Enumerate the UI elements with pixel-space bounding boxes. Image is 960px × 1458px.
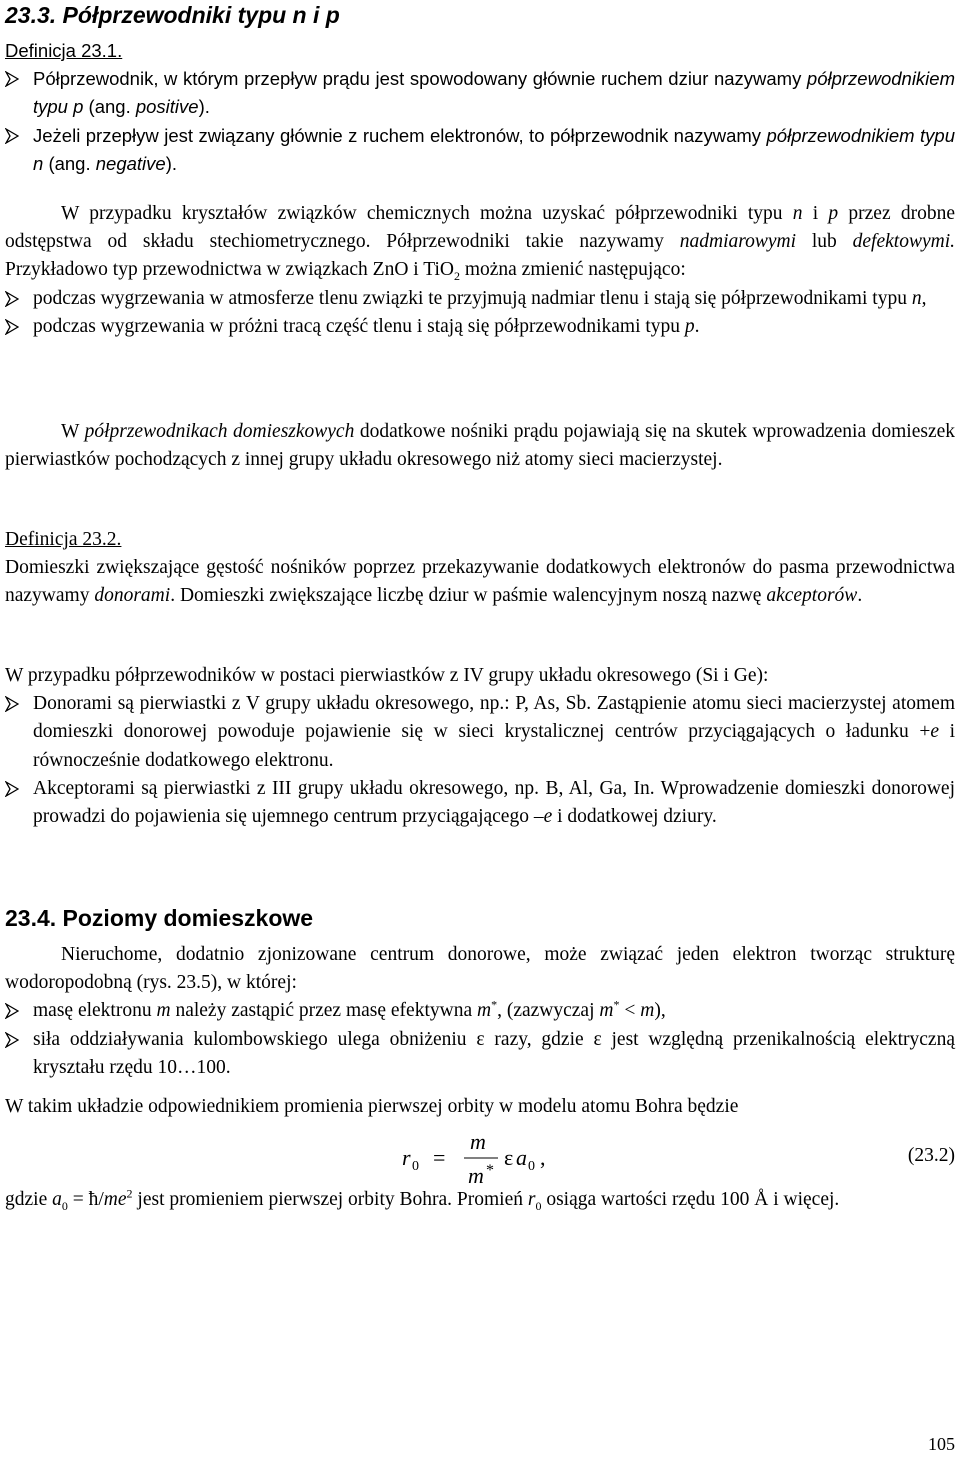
equation-formula	[400, 1127, 700, 1187]
equals-sign: =	[433, 1145, 446, 1170]
text: gdzie	[5, 1189, 48, 1210]
var-n: n	[792, 203, 803, 224]
paragraph: W takim układzie odpowiednikiem promienia pierwszej orbity w modelu atomu Bohra będzie	[5, 1096, 739, 1117]
comma: ,	[540, 1145, 546, 1170]
section-heading-23-3	[5, 0, 340, 30]
var-r: r	[527, 1189, 536, 1210]
fraction-numerator: m	[470, 1129, 486, 1154]
text: należy zastąpić przez masę efektywna	[175, 1000, 473, 1022]
paragraph	[5, 418, 955, 474]
arrow-bullet-icon	[5, 1003, 19, 1019]
superscript: 2	[126, 1186, 133, 1201]
arrow-bullet-icon	[5, 128, 19, 144]
term: akceptorów	[766, 585, 858, 607]
text: ).	[165, 152, 178, 174]
text: siła oddziaływania kulombowskiego ulega obniżeniu	[33, 1028, 467, 1050]
text: można zmienić następująco:	[464, 259, 686, 281]
var-a: a	[52, 1189, 62, 1210]
list-item	[5, 65, 955, 121]
arrow-bullet-icon	[5, 1032, 19, 1048]
list-item	[5, 690, 955, 775]
var-epsilon: ε	[476, 1028, 485, 1050]
subscript: 0	[61, 1198, 68, 1213]
term: negative	[95, 152, 166, 174]
text: ),	[654, 1000, 666, 1022]
paragraph-impurity-levels	[5, 941, 955, 1082]
arrow-bullet-icon	[5, 71, 19, 87]
var-r: r	[402, 1145, 411, 1170]
paragraph-doped	[5, 418, 955, 474]
text: (ang.	[88, 96, 131, 118]
text: i	[812, 203, 819, 224]
text: = ħ/	[72, 1189, 104, 1210]
var-n: n	[911, 287, 922, 309]
equation-number: (23.2)	[907, 1145, 955, 1166]
list-item	[5, 313, 955, 341]
paragraph-bohra	[5, 1093, 955, 1121]
hydrogen-model-list	[5, 997, 955, 1082]
var-p: p	[684, 315, 695, 337]
var-a: a	[516, 1145, 527, 1170]
var-me: me	[103, 1189, 127, 1210]
section-number: 23.3.	[5, 2, 57, 28]
text: (ang.	[48, 152, 91, 174]
section-number: 23.4.	[5, 905, 57, 931]
text: , (zazwyczaj	[497, 1000, 595, 1022]
text: przez drobne odstępstwa od składu stechiometrycznego. Półprzewodniki takie nazywamy	[5, 203, 955, 253]
text: jest promieniem pierwszej orbity Bohra. Promień	[137, 1189, 523, 1210]
arrow-bullet-icon	[5, 291, 19, 307]
text: masę elektronu	[33, 1000, 152, 1022]
text: <	[624, 1000, 636, 1022]
superscript: *	[613, 997, 620, 1012]
list-item	[5, 285, 955, 313]
paragraph: Nieruchome, dodatnio zjonizowane centrum donorowe, może związać jeden elektron tworząc strukturę wodoropodobną (rys. 23.5), w której:	[5, 944, 955, 994]
subscript: 0	[412, 1159, 419, 1174]
paragraph-crystals	[5, 200, 955, 341]
subscript: 2	[453, 269, 460, 284]
text: dodatkowe nośniki prądu pojawiają się na skutek wprowadzenia domieszek pierwiastków pochodzących z innej grupy układu okresowego niż atomy sieci macierzystej.	[5, 421, 956, 471]
definition-list	[5, 65, 955, 178]
text: ,	[921, 287, 927, 309]
paragraph: W przypadku półprzewodników w postaci pierwiastków z IV grupy układu okresowego (Si i Ge):	[5, 665, 769, 686]
text: .	[694, 315, 700, 337]
text: lub	[811, 231, 837, 253]
var-m: m	[640, 1000, 655, 1022]
subscript: 0	[528, 1159, 535, 1174]
term: półprzewodnikiem typu p	[33, 68, 955, 118]
definition-23-2	[5, 526, 955, 611]
text: W	[61, 421, 80, 442]
var-e: –e	[533, 806, 553, 828]
dopant-list	[5, 690, 955, 831]
list-item	[5, 122, 955, 178]
text: W przypadku kryształów związków chemicznych można uzyskać półprzewodniki typu	[61, 203, 783, 224]
text: Akceptorami są pierwiastki z III grupy układu okresowego, np. B, Al, Ga, In. Wprowadzenie domieszki donorowej prowadzi do pojawienia się ujemnego centrum przyciągającego	[33, 777, 955, 828]
term: positive	[135, 96, 199, 118]
process-list	[5, 285, 955, 341]
paragraph-bohr-radius	[5, 1186, 955, 1214]
section-title: Półprzewodniki typu n i p	[62, 2, 340, 28]
text: .	[857, 585, 863, 607]
paragraph	[5, 554, 955, 610]
text: Jeżeli przepływ jest związany głównie z ruchem elektronów, to półprzewodnik nazywamy	[33, 124, 762, 146]
list-item	[5, 775, 955, 831]
arrow-bullet-icon	[5, 319, 19, 335]
section-heading-23-4	[5, 903, 313, 933]
text: jest względną przenikalnością elektryczną kryształu rzędu 10…100.	[33, 1028, 955, 1078]
term: defektowymi.	[852, 231, 955, 253]
definition-label: Definicja 23.2.	[5, 529, 122, 550]
text: osiąga wartości rzędu 100 Å i więcej.	[546, 1189, 840, 1210]
var-p: p	[828, 203, 839, 224]
var-m: m	[156, 1000, 171, 1022]
text: i równocześnie dodatkowego elektronu.	[33, 721, 956, 771]
fraction-denominator: m	[468, 1163, 484, 1187]
superscript: *	[491, 997, 498, 1012]
text: i dodatkowej dziury.	[557, 806, 717, 828]
var-m: m	[599, 1000, 614, 1022]
text: razy, gdzie	[494, 1028, 584, 1050]
var-e: e	[930, 721, 939, 743]
paragraph-donors-acceptors	[5, 662, 955, 831]
definition-label: Definicja 23.1.	[5, 40, 123, 61]
text: Domieszki zwiększające gęstość nośników poprzez przekazywanie dodatkowych elektronów do pasma przewodnictwa nazywamy	[5, 557, 955, 607]
term: półprzewodnikiem typu n	[33, 124, 956, 174]
text: Donorami są pierwiastki z V grupy układu okresowego, np.: P, As, Sb. Zastąpienie atomu sieci macierzystej atomem domieszki donorowej powoduje pojawienie się w sieci krystalicznej centrów przyciągających o ładunku +	[33, 693, 955, 743]
page-number: 105	[928, 1434, 955, 1454]
definition-23-1	[5, 37, 955, 178]
text: Półprzewodnik, w którym przepływ prądu jest spowodowany głównie ruchem dziur nazywamy	[33, 68, 802, 90]
text: podczas wygrzewania w próżni tracą część tlenu i stają się półprzewodnikami typu	[33, 315, 681, 337]
text: Przykładowo typ przewodnictwa w związkach ZnO i TiO	[5, 259, 454, 281]
paragraph	[5, 1186, 955, 1214]
var-epsilon: ε	[593, 1028, 602, 1050]
term: półprzewodnikach domieszkowych	[84, 421, 355, 442]
text: podczas wygrzewania w atmosferze tlenu związki te przyjmują nadmiar tlenu i stają się półprzewodnikami typu	[33, 287, 907, 309]
equation-23-2	[5, 1127, 955, 1187]
var-epsilon: ε	[504, 1145, 514, 1170]
paragraph	[5, 200, 955, 285]
list-item	[5, 997, 955, 1025]
section-title: Poziomy domieszkowe	[62, 905, 314, 931]
term: nadmiarowymi	[679, 231, 797, 253]
arrow-bullet-icon	[5, 781, 19, 797]
term: donorami	[94, 585, 171, 607]
superscript: *	[486, 1162, 494, 1179]
list-item	[5, 1026, 955, 1082]
text: ).	[198, 96, 210, 118]
text: . Domieszki zwiększające liczbę dziur w paśmie walencyjnym noszą nazwę	[170, 585, 762, 607]
arrow-bullet-icon	[5, 696, 19, 712]
subscript: 0	[535, 1198, 542, 1213]
var-m: m	[476, 1000, 492, 1022]
